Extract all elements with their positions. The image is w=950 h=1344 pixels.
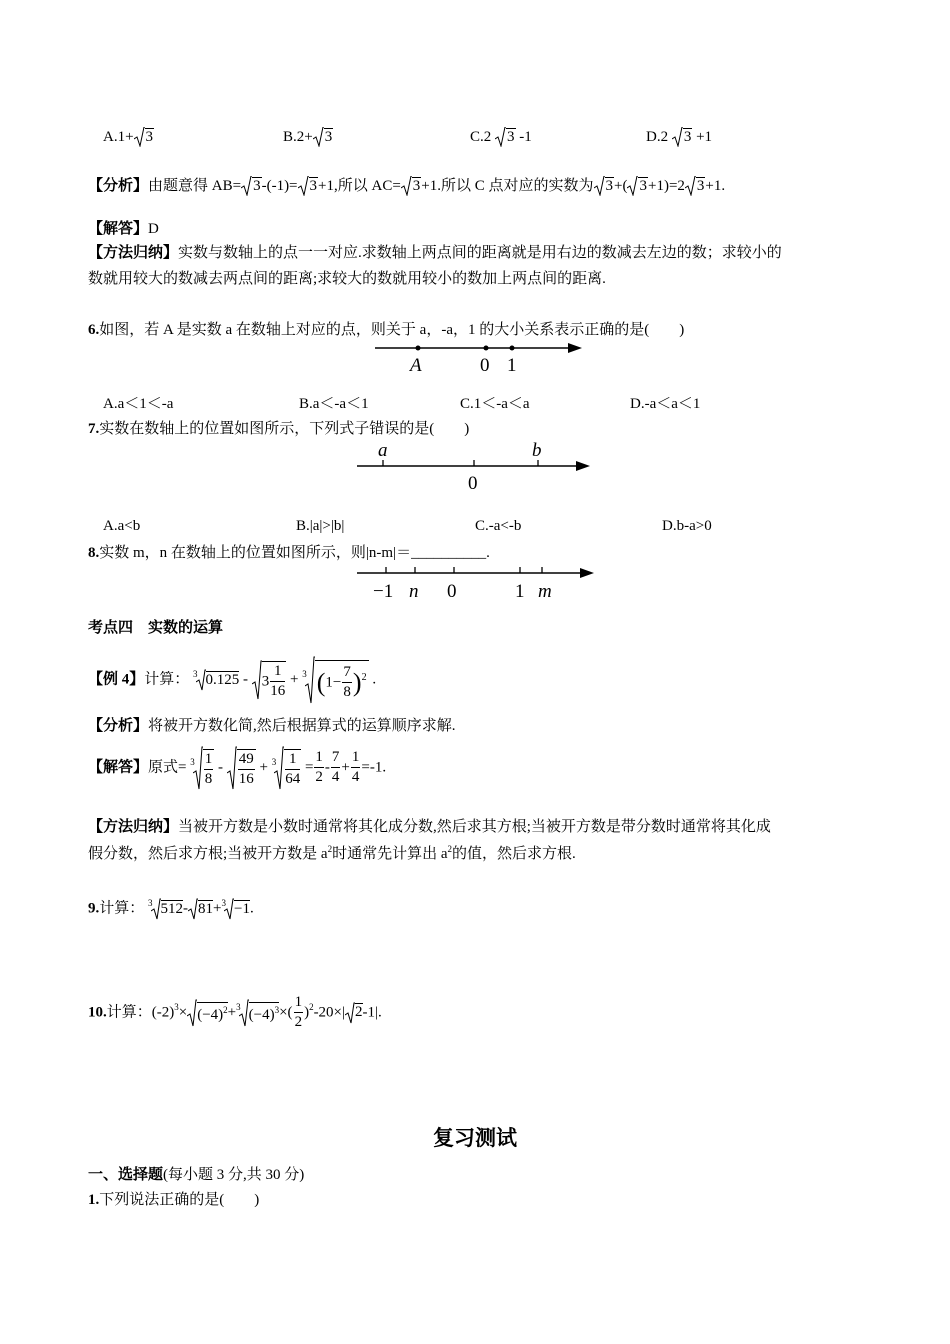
radical-sign-icon: [252, 660, 262, 700]
question-number: 1.: [88, 1192, 100, 1208]
answer-tag: 【解答】: [88, 221, 149, 237]
sqrt-3: [401, 176, 422, 196]
text: .: [249, 900, 254, 917]
radicand: 3: [412, 178, 421, 194]
axis-label-0: 0: [468, 473, 478, 492]
cube-root-squared: $^3$ (1− $\frac{7}{8}$ )$^2$: [302, 656, 368, 704]
radical-sign-icon: [193, 746, 203, 790]
denominator: 2: [294, 1013, 303, 1030]
example-tag: 【例 4】: [88, 671, 145, 688]
sqrt-mixed-number: [252, 660, 287, 700]
radicand: 2: [355, 1004, 363, 1021]
denominator: 4: [331, 769, 340, 785]
example4-analysis: [88, 719, 456, 734]
exponent: 3: [174, 1002, 179, 1013]
operator: +: [227, 1004, 237, 1021]
radical-sign-icon: [685, 176, 696, 196]
q5-option-d: [646, 127, 712, 147]
cube-root-512: $^3$ 512: [148, 898, 183, 920]
denominator: 4: [351, 769, 360, 785]
question-text: 计算：(-2): [106, 1004, 175, 1021]
radical-sign-icon: [187, 999, 197, 1027]
q7-option-d: D.b-a>0: [662, 518, 712, 534]
question-text: 计算：: [99, 900, 145, 917]
question-text: 实数在数轴上的位置如图所示，下列式子错误的是( ): [99, 421, 470, 437]
axis-label-0: 0: [480, 355, 490, 376]
radicand: 3: [696, 178, 705, 194]
q5-option-b: [283, 127, 333, 147]
text: -20×|: [313, 1004, 346, 1021]
superscript: 2: [327, 844, 333, 854]
text: +(: [614, 178, 628, 194]
axis-label-neg1: −1: [373, 581, 394, 602]
radicand: 3: [683, 129, 692, 145]
q8-question: [88, 546, 490, 561]
question-number: 10.: [88, 1004, 107, 1021]
axis-label-0: 0: [447, 581, 457, 602]
operator: +: [213, 900, 222, 917]
axis-label-b: b: [532, 440, 542, 461]
sqrt-3: [627, 176, 648, 196]
radical-sign-icon: [134, 127, 145, 147]
axis-label-1: 1: [507, 355, 517, 376]
q6-question: [88, 323, 684, 338]
analysis-text: 将被开方数化简,然后根据算式的运算顺序求解.: [148, 718, 456, 734]
text: +1.所以 C 点对应的实数为: [421, 178, 594, 194]
option-text: C.2: [470, 129, 492, 145]
radical-sign-icon: [305, 656, 315, 704]
denominator: 2: [315, 769, 323, 785]
radicand: (−4): [197, 1007, 224, 1024]
option-text: +1: [696, 129, 713, 145]
method-text-line2: 数就用较大的数减去两点间的距离;求较大的数就用较小的数加上两点间的距离.: [88, 271, 606, 287]
text: 的值，然后求方根.: [452, 846, 576, 862]
q7-question: [88, 422, 469, 437]
cube-root-neg1: $^3$ −1: [221, 898, 249, 920]
q6-option-d: D.-a＜a＜1: [630, 396, 701, 412]
question-text: 下列说法正确的是( ): [99, 1192, 260, 1208]
radicand: 3: [605, 178, 614, 194]
example4-method: [88, 820, 771, 835]
radical-sign-icon: [241, 176, 252, 196]
sqrt-81: [188, 898, 213, 920]
sqrt-neg4-squared: [187, 999, 227, 1027]
radical-sign-icon: [227, 746, 237, 790]
analysis-tag: 【分析】: [88, 718, 149, 734]
text: -1|.: [362, 1004, 382, 1021]
radicand: −1: [233, 900, 250, 917]
radicand: (−4): [248, 1007, 275, 1024]
option-text: -1: [519, 129, 532, 145]
sqrt-3: [594, 176, 615, 196]
analysis-tag: 【分析】: [88, 178, 149, 194]
section-title: 考点四 实数的运算: [88, 620, 224, 636]
text: 假分数，然后求方根;当被开方数是 a: [88, 846, 328, 862]
q5-analysis: [88, 176, 725, 196]
text: -(-1)=: [261, 178, 298, 194]
cube-root-1-8: $^3$ $\frac{1}{8}$: [190, 746, 214, 790]
radical-sign-icon: [188, 898, 198, 920]
q6-number-line: [370, 338, 590, 376]
q9-question: [88, 898, 254, 920]
axis-label-n: n: [409, 581, 419, 602]
axis-label-a: A: [410, 355, 422, 376]
example4-question: [88, 656, 376, 704]
denominator: 8: [343, 683, 351, 700]
superscript: 2: [447, 844, 452, 854]
radical-sign-icon: [495, 127, 506, 147]
sqrt-3: [134, 127, 155, 147]
text: +1)=2: [647, 178, 685, 194]
radical-sign-icon: [313, 127, 324, 147]
question-text: 实数 m，n 在数轴上的位置如图所示，则|n-m|＝__________.: [99, 545, 490, 561]
option-text: A.1+: [103, 129, 134, 145]
axis-label-1: 1: [515, 581, 525, 602]
question-text: 如图，若 A 是实数 a 在数轴上对应的点，则关于 a，-a，1 的大小关系表示正确的是( ): [99, 322, 685, 338]
sqrt-3: [313, 127, 334, 147]
denominator: 64: [285, 770, 301, 787]
radicand: 3: [639, 178, 647, 194]
q7-option-c: C.-a<-b: [475, 518, 522, 534]
numerator: 1: [294, 995, 304, 1013]
radicand: 0.125: [205, 671, 240, 688]
denominator: 16: [270, 682, 286, 699]
example4-method-line2: [88, 845, 576, 862]
review-title: 复习测试: [433, 1126, 517, 1150]
review-q1: [88, 1193, 259, 1208]
q7-option-a: A.a<b: [103, 518, 141, 534]
question-number: 9.: [88, 900, 100, 917]
numerator: 7: [331, 750, 341, 768]
radicand: 3: [145, 129, 154, 145]
text: 时通常先计算出 a: [332, 846, 448, 862]
text: 原式=: [148, 759, 187, 776]
integer-part: 3: [261, 673, 270, 689]
question-number: 8.: [88, 545, 100, 561]
text: +1,所以 AC=: [318, 178, 401, 194]
method-text: 实数与数轴上的点一一对应.求数轴上两点间的距离就是用右边的数减去左边的数；求较小的: [178, 245, 782, 261]
question-number: 6.: [88, 322, 100, 338]
option-text: B.2+: [283, 129, 313, 145]
text: +1.: [705, 178, 726, 194]
q5-option-c: [470, 127, 532, 147]
method-tag: 【方法归纳】: [88, 245, 179, 261]
q8-number-line: [352, 562, 602, 604]
answer-text: D: [148, 221, 159, 237]
text: 计算：: [144, 671, 190, 688]
radicand: 3: [309, 178, 318, 194]
part-note: (每小题 3 分,共 30 分): [163, 1167, 305, 1183]
numerator: 49: [238, 752, 255, 770]
sqrt-3: [685, 176, 706, 196]
q5-answer: [88, 222, 159, 237]
exponent: 2: [309, 1002, 314, 1013]
numerator: 1: [204, 752, 214, 770]
operator: +: [290, 671, 299, 688]
radical-sign-icon: [298, 176, 309, 196]
radicand: 3: [324, 129, 333, 145]
cube-root-0125: $^3$ 0.125: [193, 669, 239, 691]
q7-option-b: B.|a|>|b|: [296, 518, 345, 534]
option-text: D.2: [646, 129, 669, 145]
radical-sign-icon: [594, 176, 605, 196]
q6-option-a: A.a＜1＜-a: [103, 396, 174, 412]
axis-label-m: m: [538, 581, 552, 602]
exponent: 2: [223, 1005, 228, 1016]
q5-method: [88, 246, 782, 261]
exponent: 2: [361, 671, 367, 683]
sqrt-3: [298, 176, 319, 196]
sqrt-3: [241, 176, 262, 196]
result: =-1.: [361, 759, 387, 776]
sqrt-3: [495, 127, 516, 147]
denominator: 16: [238, 770, 254, 787]
numerator: 1: [285, 752, 300, 770]
q6-option-c: C.1＜-a＜a: [460, 396, 530, 412]
numerator: 1: [270, 664, 285, 682]
review-part1: [88, 1168, 304, 1183]
expr: 1−: [325, 674, 342, 690]
axis-label-a: a: [378, 440, 388, 461]
example4-answer: 【解答】原式= $^3$ $\frac{1}{8}$ - $\frac{49}{16}$ + $^3$ $\frac{1}{64}$ = $\frac{1}{2}$ - $\frac{7}{4}$ + $\frac{1}{4}$ =-1.: [88, 746, 386, 790]
text: 由题意得 AB=: [148, 178, 242, 194]
text: .: [372, 671, 377, 688]
method-tag: 【方法归纳】: [88, 819, 179, 835]
radical-sign-icon: [627, 176, 638, 196]
radical-sign-icon: [672, 127, 683, 147]
numerator: 7: [342, 665, 352, 683]
radicand: 3: [253, 178, 261, 194]
q5-option-a: [103, 127, 154, 147]
radicand: 81: [198, 900, 214, 917]
q7-number-line: [352, 440, 597, 492]
answer-tag: 【解答】: [88, 759, 149, 776]
cube-root-neg4-cubed: $^3(-4)^3$: [236, 999, 279, 1027]
radicand: 3: [507, 129, 515, 145]
denominator: 8: [204, 770, 213, 787]
radical-sign-icon: [274, 746, 284, 790]
operator: ×: [178, 1004, 188, 1021]
sqrt-2: [345, 1002, 363, 1024]
sqrt-49-16: [227, 746, 256, 790]
text: ): [304, 1004, 310, 1021]
part-title: 一、选择题: [88, 1167, 164, 1183]
operator: -: [183, 900, 189, 917]
numerator: 1: [351, 750, 361, 768]
q10-question: [88, 995, 382, 1031]
question-number: 7.: [88, 421, 100, 437]
sqrt-3: [672, 127, 693, 147]
radical-sign-icon: [345, 1002, 355, 1024]
numerator: 1: [314, 750, 324, 768]
radicand: 512: [160, 900, 184, 917]
method-text: 当被开方数是小数时通常将其化成分数,然后求其方根;当被开方数是带分数时通常将其化成: [178, 819, 771, 835]
radical-sign-icon: [401, 176, 412, 196]
q6-option-b: B.a＜-a＜1: [299, 396, 369, 412]
exponent: 3: [274, 1005, 280, 1016]
operator: -: [243, 671, 249, 688]
text: ×(: [279, 1004, 293, 1021]
cube-root-1-64: $^3$ $\frac{1}{64}$: [272, 746, 302, 790]
